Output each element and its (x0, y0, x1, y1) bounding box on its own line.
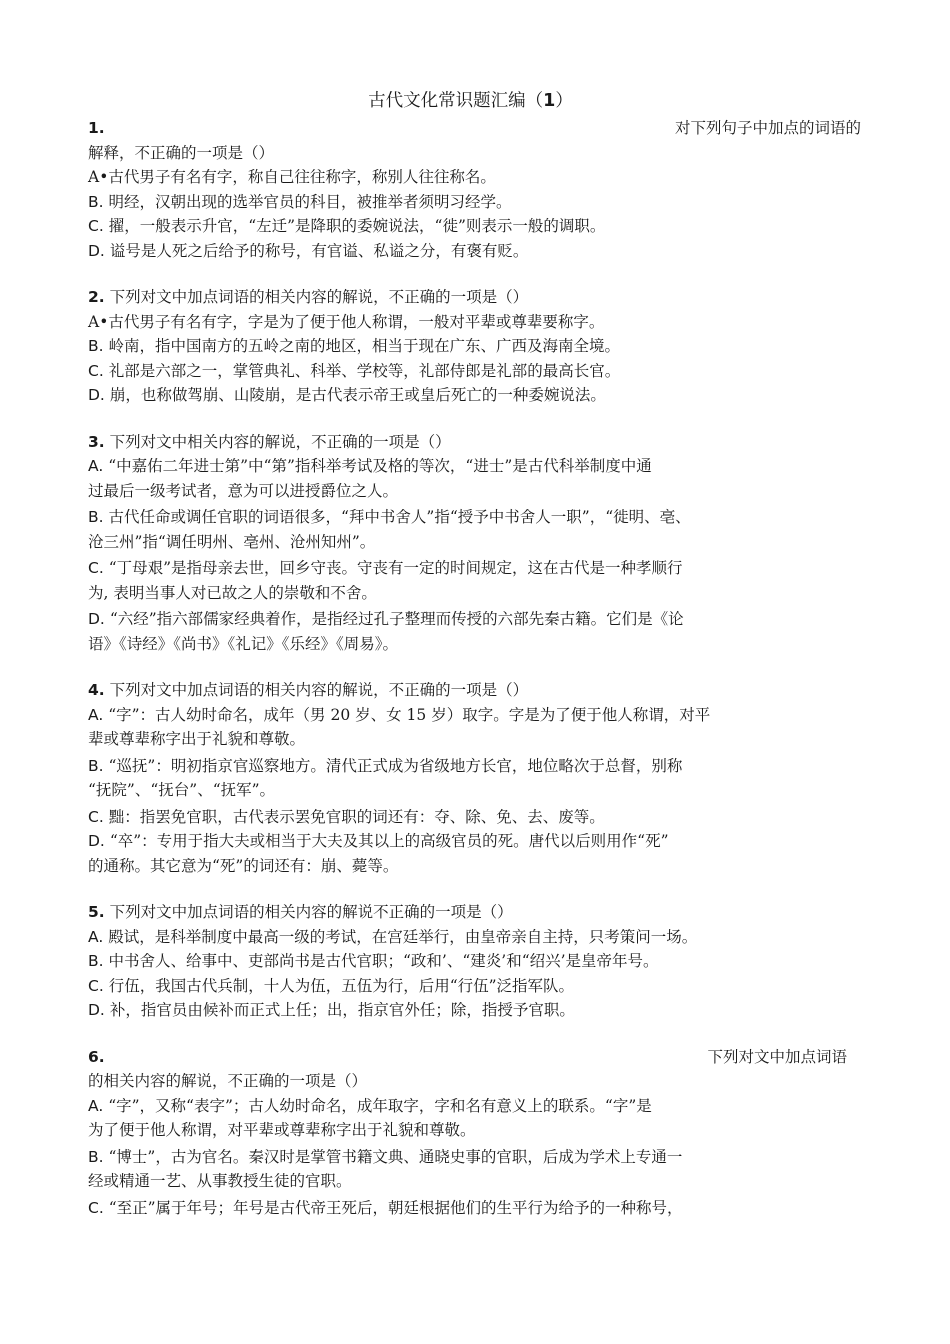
option-text: 中书舍人、给事中、吏部尚书是古代官职；“政和’、“建炎’和“绍兴’是皇帝年号。 (108, 952, 659, 970)
option-text: 明经，汉朝出现的选举官员的科目，被推举者须明习经学。 (108, 192, 512, 211)
question-4-stem-text: 下列对文中加点词语的相关内容的解说，不正确的一项是（） (109, 681, 529, 699)
option-letter: D. (88, 832, 105, 850)
question-2-stem-text: 下列对文中加点词语的相关内容的解说，不正确的一项是（） (109, 288, 529, 306)
option-letter: D. (88, 610, 105, 628)
question-2-stem (88, 285, 873, 310)
option-text: 补，指官员由候补而正式上任；出，指京官外任；除，指授予官职。 (109, 1001, 575, 1019)
option-letter: B. (88, 508, 104, 526)
title-end: ） (555, 91, 573, 111)
question-6-option-a (88, 1094, 873, 1143)
option-text-line-2: 为了便于他人称谓，对平辈或尊辈称字出于礼貌和尊敬。 (88, 1121, 476, 1139)
option-text-line-1: “丁母艰”是指母亲去世，回乡守丧。守丧有一定的时间规定，这在古代是一种孝顺行 (108, 559, 683, 577)
document-page (88, 88, 873, 1222)
option-text-line-1: “卒”：专用于指大夫或相当于大夫及其以上的高级官员的死。唐代以后则用作“死” (109, 832, 669, 850)
option-letter: D. (88, 1001, 105, 1019)
title-number: 1 (543, 91, 556, 111)
question-4-option-d (88, 829, 873, 878)
question-3-option-a (88, 454, 873, 503)
option-letter: A. (88, 705, 104, 724)
option-text-line-1: 古代任命或调任官职的词语很多，“拜中书舍人”指“授予中书舍人一职”，“徙明、亳、 (108, 508, 691, 526)
page-title (88, 88, 873, 114)
question-4-stem (88, 678, 873, 703)
question-5-option-b (88, 949, 873, 974)
question-5-stem-text: 下列对文中加点词语的相关内容的解说不正确的一项是（） (109, 903, 513, 921)
option-text: 岭南，指中国南方的五岭之南的地区，相当于现在广东、广西及海南全境。 (108, 337, 621, 355)
question-5-number: 5. (88, 903, 105, 921)
question-3 (88, 430, 873, 657)
option-text: 黜：指罢免官职，古代表示罢免官职的词还有：夺、除、免、去、废等。 (108, 807, 605, 826)
question-3-stem (88, 430, 873, 455)
option-text-line-1: “字”，又称“表字”；古人幼时命名，成年取字，字和名有意义上的联系。“字”是 (108, 1096, 652, 1115)
option-letter: A. (88, 1096, 104, 1115)
option-text-line-2: 辈或尊辈称字出于礼貌和尊敬。 (88, 730, 306, 748)
option-text-line-2: 过最后一级考试者，意为可以进授爵位之人。 (88, 481, 399, 500)
question-1-stem-start: 对下列句子中加点的词语的 (674, 119, 861, 137)
question-5-option-c (88, 974, 873, 999)
option-text-line-1: “字”：古人幼时命名，成年（男 20 岁、女 15 岁）取字。字是为了便于他人称谓，对平 (108, 705, 711, 724)
option-text-line-1: “中嘉佑二年进士第”中“第”指科举考试及格的等次，“进士”是古代科举制度中通 (108, 457, 652, 475)
option-letter: C. (88, 976, 104, 995)
option-text: 谥号是人死之后给予的称号，有官谥、私谥之分，有褒有贬。 (109, 241, 529, 260)
question-6-header (88, 1045, 873, 1070)
question-3-option-b (88, 505, 873, 554)
option-text-line-2: 语》《诗经》《尚书》《礼记》《乐经》《周易》。 (88, 634, 399, 653)
option-letter: C. (88, 361, 104, 380)
option-letter: D. (88, 386, 105, 404)
option-text-line-2: “抚院”、“抚台”、“抚军”。 (88, 781, 276, 799)
option-letter: C. (88, 807, 104, 826)
question-6-number: 6. (88, 1047, 105, 1066)
option-letter: B. (88, 337, 104, 355)
option-text-line-2: 为, 表明当事人对已故之人的崇敬和不舍。 (88, 583, 377, 602)
question-2-option-c (88, 359, 873, 384)
question-6-stem: 的相关内容的解说，不正确的一项是（） (88, 1072, 368, 1090)
question-3-option-c (88, 556, 873, 605)
option-text: 殿试，是科举制度中最高一级的考试，在宫廷举行，由皇帝亲自主持，只考策问一场。 (108, 927, 698, 946)
option-letter: D. (88, 241, 105, 260)
question-3-option-d (88, 607, 873, 656)
question-4 (88, 678, 873, 878)
option-letter: C. (88, 559, 104, 577)
question-1-option-a: A•古代男子有名有字，称自己往往称字，称别人往往称名。 (88, 168, 496, 186)
question-5 (88, 900, 873, 1023)
option-text-line-2: 沧三州”指“调任明州、亳州、沧州知州”。 (88, 532, 376, 551)
option-text-line-1: “巡抚”：明初指京官巡察地方。清代正式成为省级地方长官，地位略次于总督，别称 (108, 756, 683, 775)
question-6 (88, 1045, 873, 1221)
question-4-option-c (88, 805, 873, 830)
question-2-number: 2. (88, 288, 105, 306)
question-1-option-c (88, 214, 873, 239)
question-2-option-b (88, 334, 873, 359)
question-1-header (88, 116, 873, 141)
question-1-stem: 解释，不正确的一项是（） (88, 143, 275, 162)
option-letter: B. (88, 756, 104, 775)
question-2 (88, 285, 873, 408)
question-5-stem (88, 900, 873, 925)
question-2-option-a: A•古代男子有名有字，字是为了便于他人称谓，一般对平辈或尊辈要称字。 (88, 312, 605, 331)
question-5-option-a (88, 925, 873, 950)
question-1 (88, 116, 873, 263)
question-6-stem-start: 下列对文中加点词语 (707, 1047, 847, 1066)
question-3-number: 3. (88, 432, 105, 451)
option-text-line-2: 经或精通一艺、从事教授生徒的官职。 (88, 1172, 352, 1190)
option-text: 礼部是六部之一，掌管典礼、科举、学校等，礼部侍郎是礼部的最高长官。 (108, 361, 621, 380)
question-6-option-b (88, 1145, 873, 1194)
question-1-option-b (88, 190, 873, 215)
question-5-option-d (88, 998, 873, 1023)
option-text-line-1: “至正”属于年号；年号是古代帝王死后，朝廷根据他们的生平行为给予的一种称号， (108, 1198, 683, 1217)
option-letter: C. (88, 217, 104, 235)
question-1-option-d (88, 239, 873, 264)
option-letter: C. (88, 1198, 104, 1217)
question-4-option-b (88, 754, 873, 803)
option-letter: A. (88, 457, 104, 475)
question-1-number: 1. (88, 119, 105, 137)
option-text: 崩，也称做驾崩、山陵崩，是古代表示帝王或皇后死亡的一种委婉说法。 (109, 386, 606, 404)
option-text-line-1: “博士”，古为官名。秦汉时是掌管书籍文典、通晓史事的官职，后成为学术上专通一 (108, 1147, 683, 1166)
question-4-number: 4. (88, 681, 105, 699)
option-letter: B. (88, 952, 104, 970)
question-2-option-d (88, 383, 873, 408)
option-text: 擢，一般表示升官，“左迁”是降职的委婉说法，“徙”则表示一般的调职。 (108, 217, 606, 235)
option-letter: B. (88, 192, 104, 211)
option-letter: A. (88, 927, 104, 946)
option-text-line-2: 的通称。其它意为“死”的词还有：崩、薨等。 (88, 856, 399, 875)
question-3-stem-text: 下列对文中相关内容的解说，不正确的一项是（） (109, 432, 451, 451)
option-text-line-1: “六经”指六部儒家经典着作，是指经过孔子整理而传授的六部先秦古籍。它们是《论 (109, 610, 684, 628)
title-text: 古代文化常识题汇编（ (368, 91, 544, 111)
option-text: 行伍，我国古代兵制，十人为伍，五伍为行，后用“行伍”泛指军队。 (108, 976, 575, 995)
question-6-option-c (88, 1196, 873, 1221)
option-letter: B. (88, 1147, 104, 1166)
question-4-option-a (88, 703, 873, 752)
